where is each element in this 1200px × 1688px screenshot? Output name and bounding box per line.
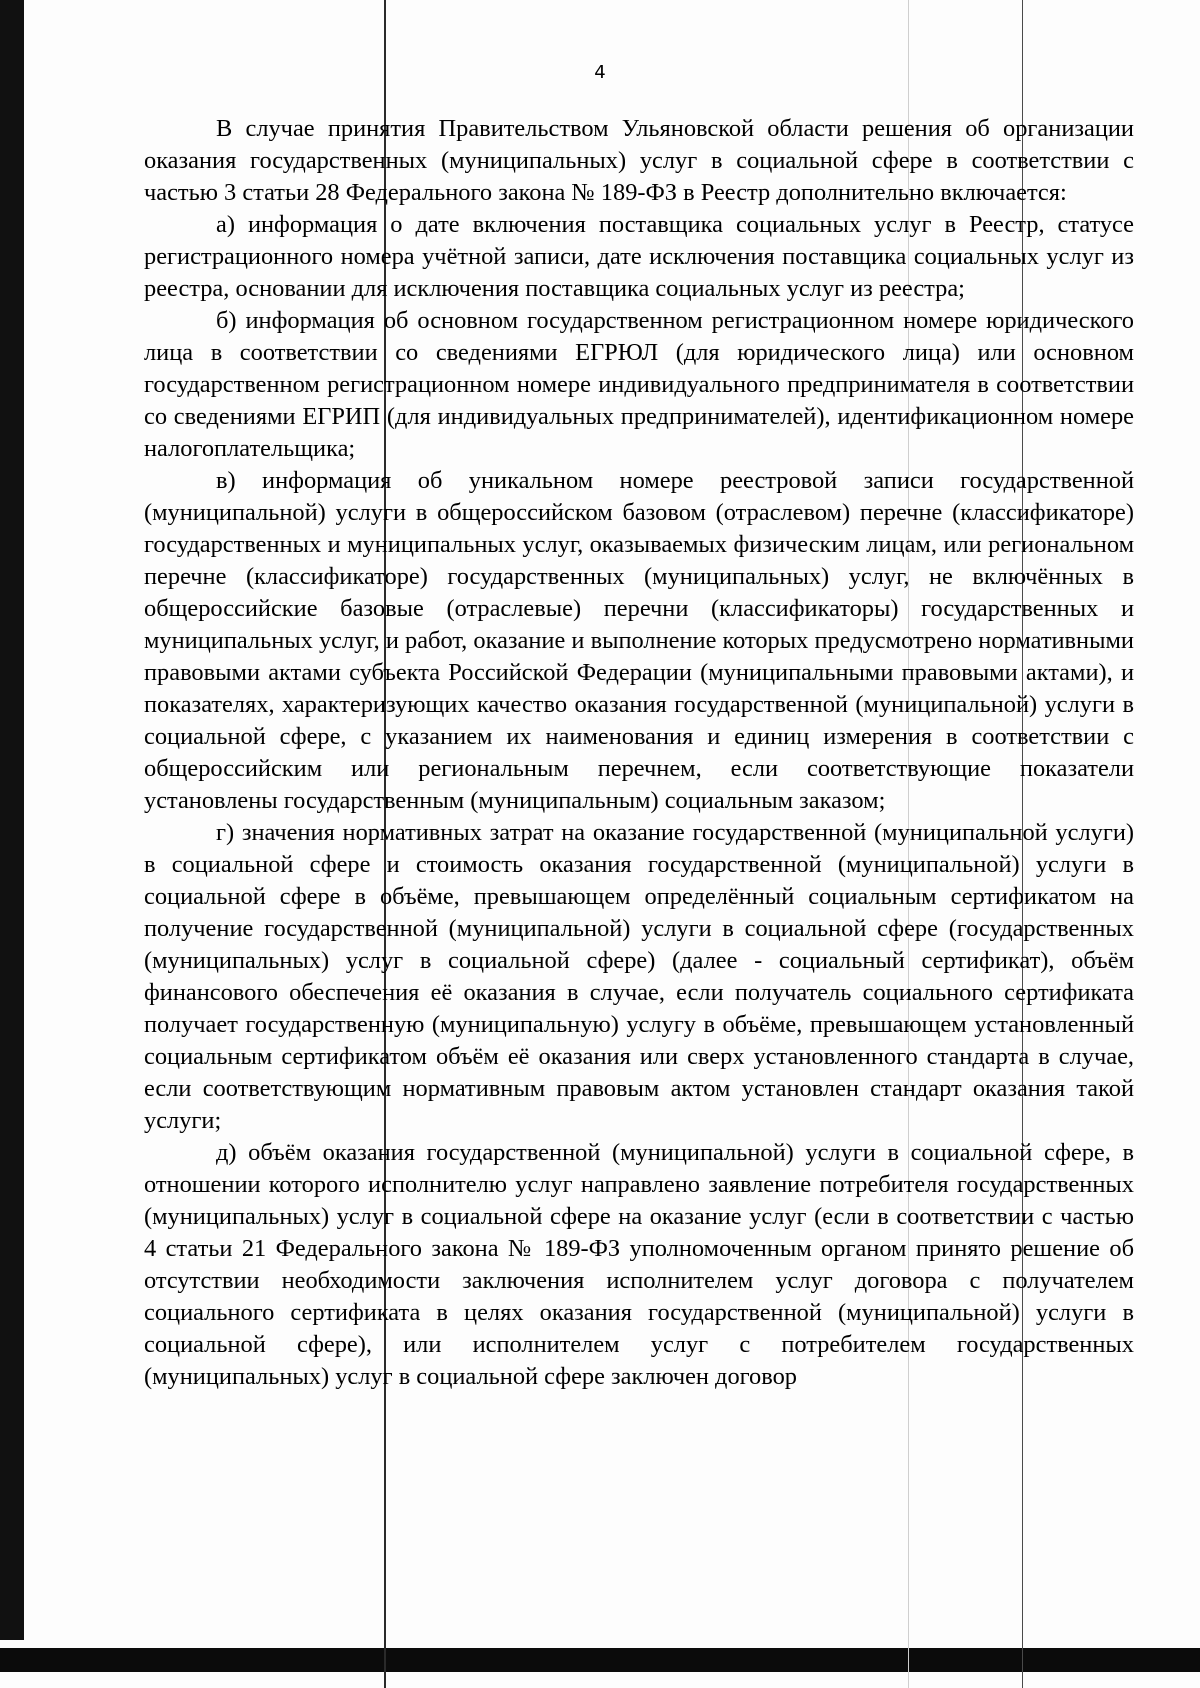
- scan-border-left: [0, 0, 24, 1640]
- paragraph-item-d: д) объём оказания государственной (муниципальной) услуги в социальной сфере, в отношении которого исполнителю услуг направлено заявление потребителя государственных (муниципальных) услуг в социальной сфере на оказание услуг (если в соответствии с частью 4 статьи 21 Федерального закона № 189-ФЗ уполномоченным органом принято решение об отсутствии необходимости заключения исполнителем услуг договора с получателем социального сертификата в целях оказания государственной (муниципальной) услуги в социальной сфере), или исполнителем услуг с потребителем государственных (муниципальных) услуг в социальной сфере заключен договор: [144, 1139, 1134, 1390]
- paragraph-intro: В случае принятия Правительством Ульяновской области решения об организации оказания государственных (муниципальных) услуг в социальной сфере в соответствии с частью 3 статьи 28 Федерального закона № 189-ФЗ в Реестр дополнительно включается:: [144, 115, 1134, 206]
- document-body: [144, 113, 1134, 1393]
- page-number: 4: [594, 62, 606, 83]
- paragraph-item-v: в) информация об уникальном номере реестровой записи государственной (муниципальной) услуги в общероссийском базовом (отраслевом) перечне (классификаторе) государственных и муниципальных услуг, оказываемых физическим лицам, или региональном перечне (классификаторе) государственных (муниципальных) услуг, не включённых в общероссийские базовые (отраслевые) перечни (классификаторы) государственных и муниципальных услуг, и работ, оказание и выполнение которых предусмотрено нормативными правовыми актами субъекта Российской Федерации (муниципальными правовыми актами), и показателях, характеризующих качество оказания государственной (муниципальной) услуги в социальной сфере, с указанием их наименования и единиц измерения в соответствии с общероссийским или региональным перечнем, если соответствующие показатели установлены государственным (муниципальным) социальным заказом;: [144, 467, 1134, 814]
- paragraph-item-g: г) значения нормативных затрат на оказание государственной (муниципальной услуги) в социальной сфере и стоимость оказания государственной (муниципальной) услуги в социальной сфере в объёме, превышающем определённый социальным сертификатом на получение государственной (муниципальной) услуги в социальной сфере (государственных (муниципальных) услуг в социальной сфере) (далее - социальный сертификат), объём финансового обеспечения её оказания в случае, если получатель социального сертификата получает государственную (муниципальную) услугу в объёме, превышающем установленный социальным сертификатом объём её оказания или сверх установленного стандарта в случае, если соответствующим нормативным правовым актом установлен стандарт оказания такой услуги;: [144, 819, 1134, 1134]
- paragraph-item-b: б) информация об основном государственном регистрационном номере юридического лица в соответствии со сведениями ЕГРЮЛ (для юридического лица) или основном государственном регистрационном номере индивидуального предпринимателя в соответствии со сведениями ЕГРИП (для индивидуальных предпринимателей), идентификационном номере налогоплательщика;: [144, 307, 1134, 462]
- paragraph-item-a: а) информация о дате включения поставщика социальных услуг в Реестр, статусе регистрационного номера учётной записи, дате исключения поставщика социальных услуг из реестра, основании для исключения поставщика социальных услуг из реестра;: [144, 211, 1134, 302]
- scan-border-bottom: [0, 1648, 1200, 1672]
